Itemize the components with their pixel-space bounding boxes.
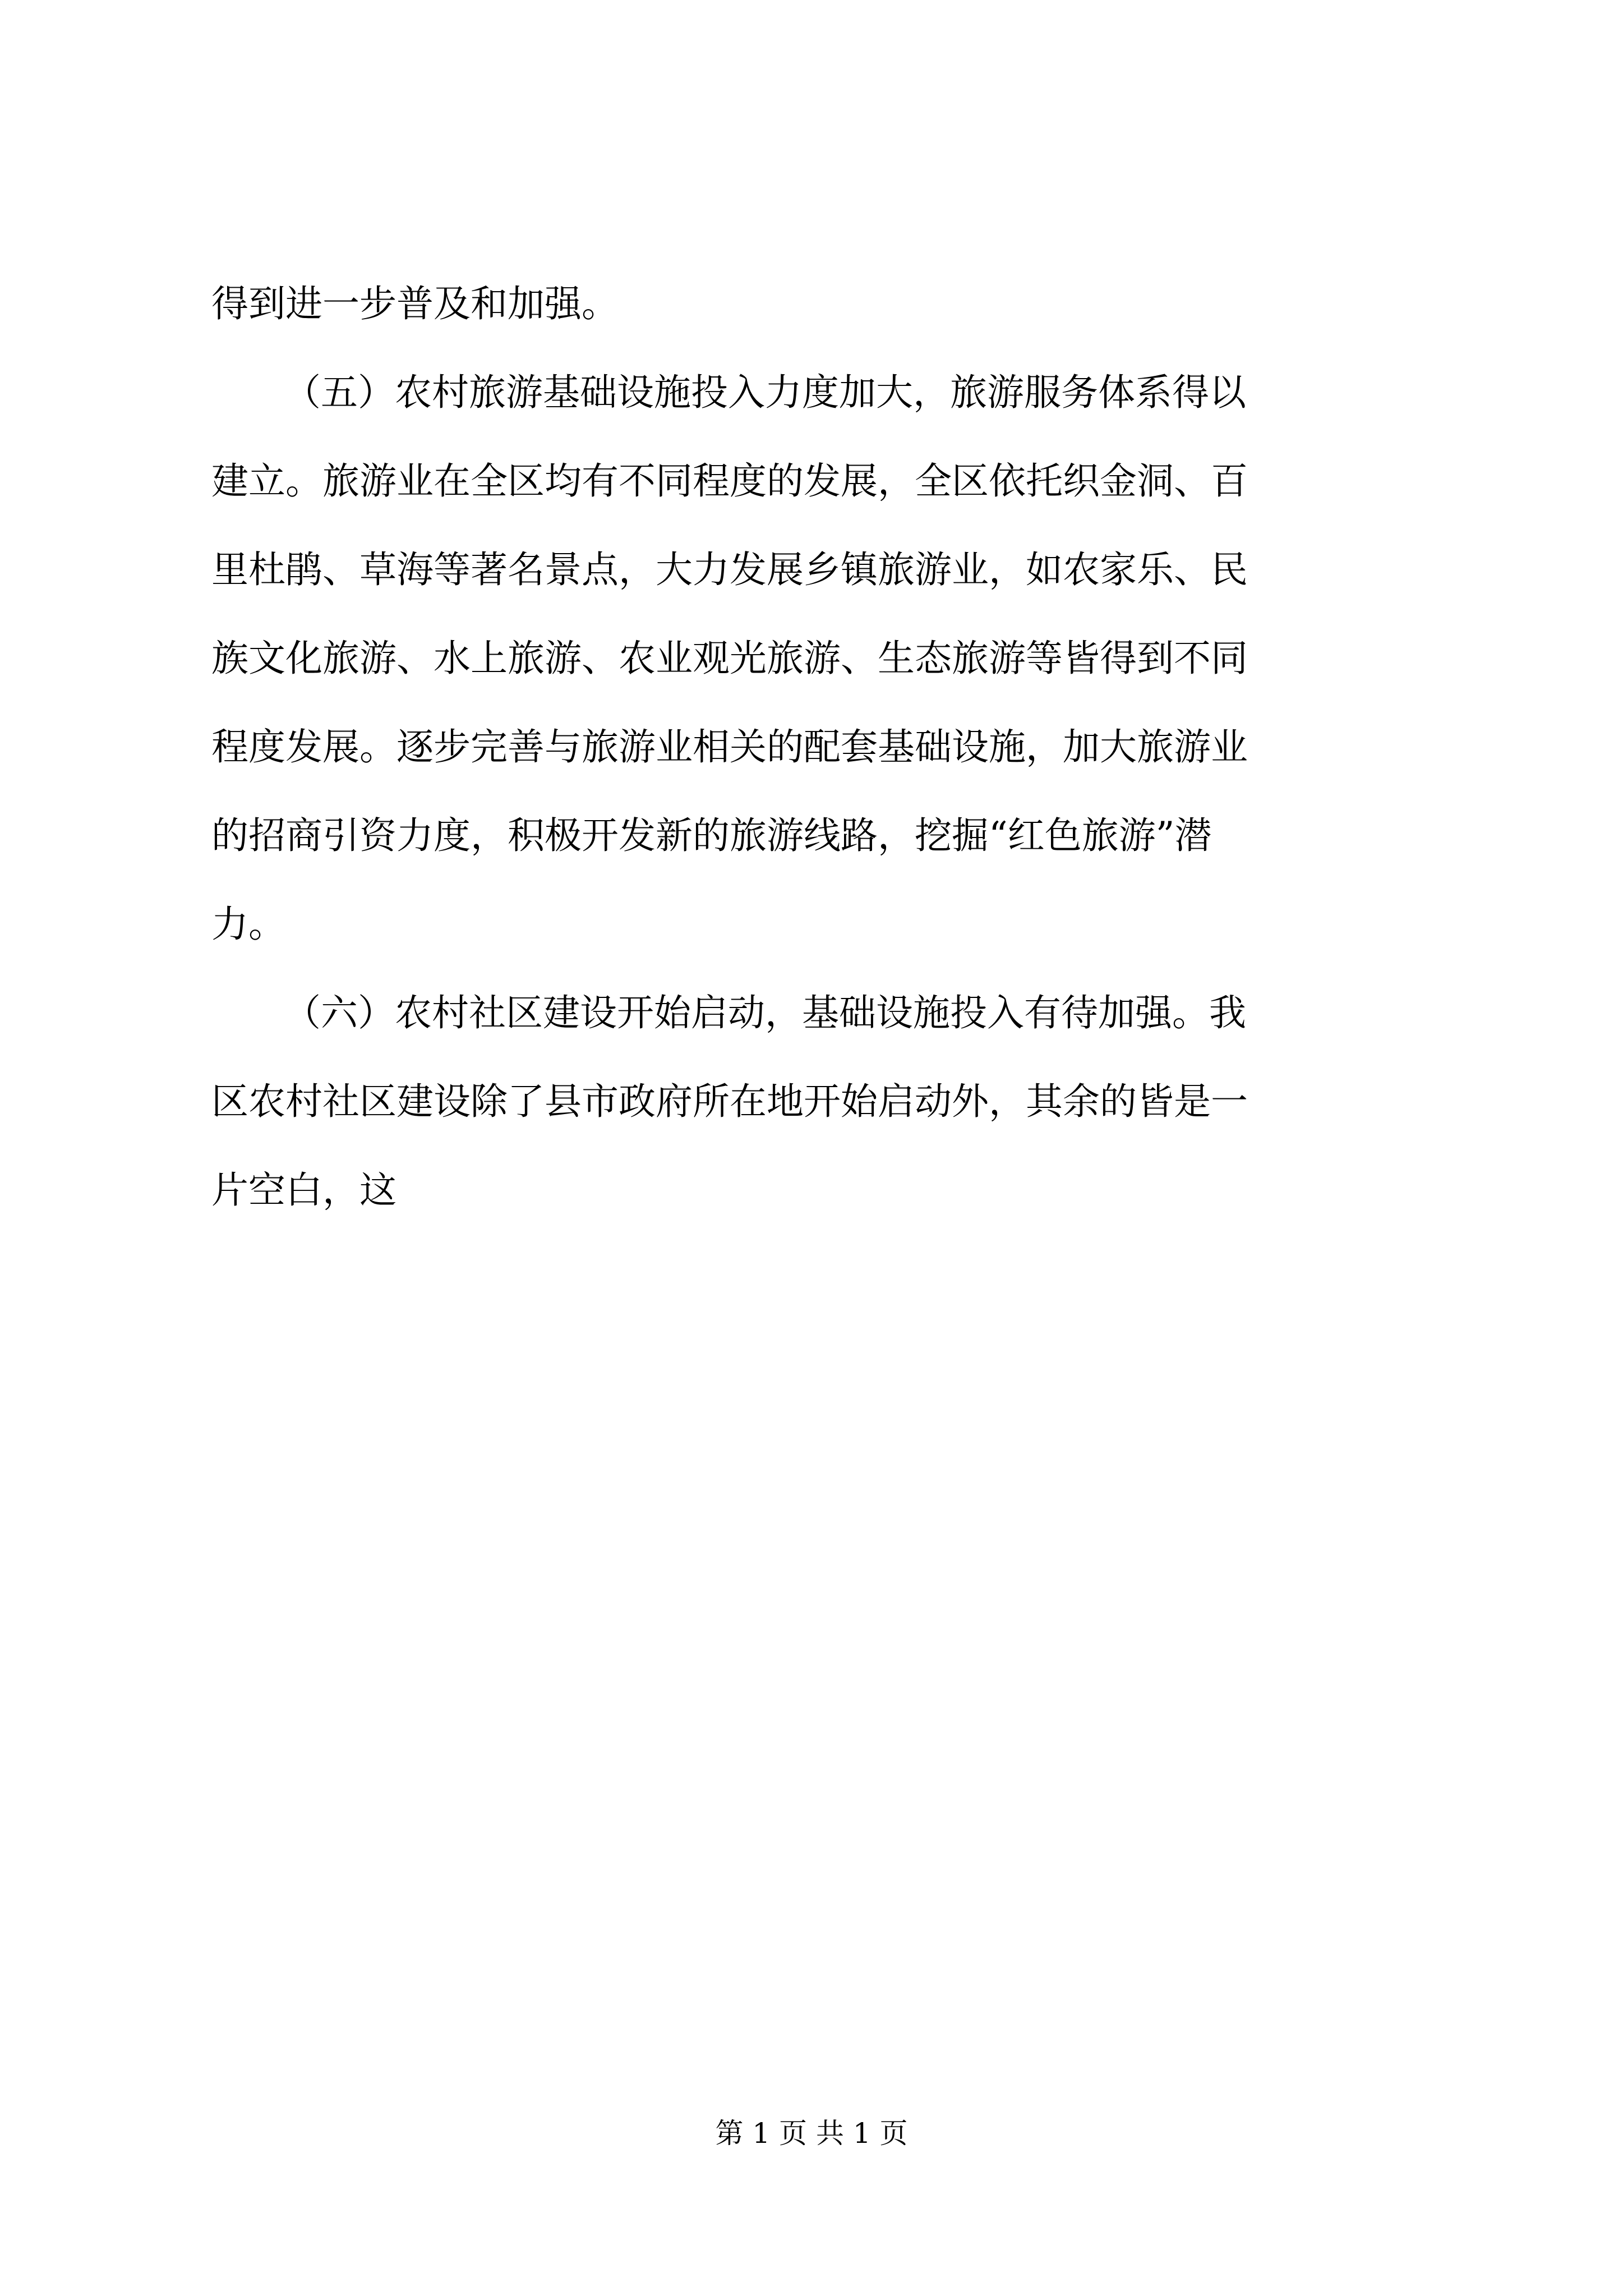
text-line: 程度发展。逐步完善与旅游业相关的配套基础设施，加大旅游业 (211, 725, 1248, 769)
page-footer: 第 1 页 共 1 页 (715, 2117, 908, 2150)
text-line: 建立。旅游业在全区均有不同程度的发展，全区依托织金洞、百 (211, 459, 1248, 503)
text-line: 族文化旅游、水上旅游、农业观光旅游、生态旅游等皆得到不同 (211, 637, 1248, 680)
text-line: （六）农村社区建设开始启动，基础设施投入有待加强。我 (284, 991, 1246, 1034)
text-line: 得到进一步普及和加强。 (211, 282, 619, 325)
text-line: 的招商引资力度，积极开发新的旅游线路，挖掘“红色旅游”潜 (211, 814, 1212, 857)
text-line: 区农村社区建设除了县市政府所在地开始启动外，其余的皆是一 (211, 1080, 1248, 1123)
text-line: 片空白，这 (211, 1168, 396, 1212)
text-line: 里杜鹃、草海等著名景点，大力发展乡镇旅游业，如农家乐、民 (211, 548, 1248, 591)
text-line: 力。 (211, 903, 285, 946)
text-line: （五）农村旅游基础设施投入力度加大，旅游服务体系得以 (284, 371, 1246, 414)
